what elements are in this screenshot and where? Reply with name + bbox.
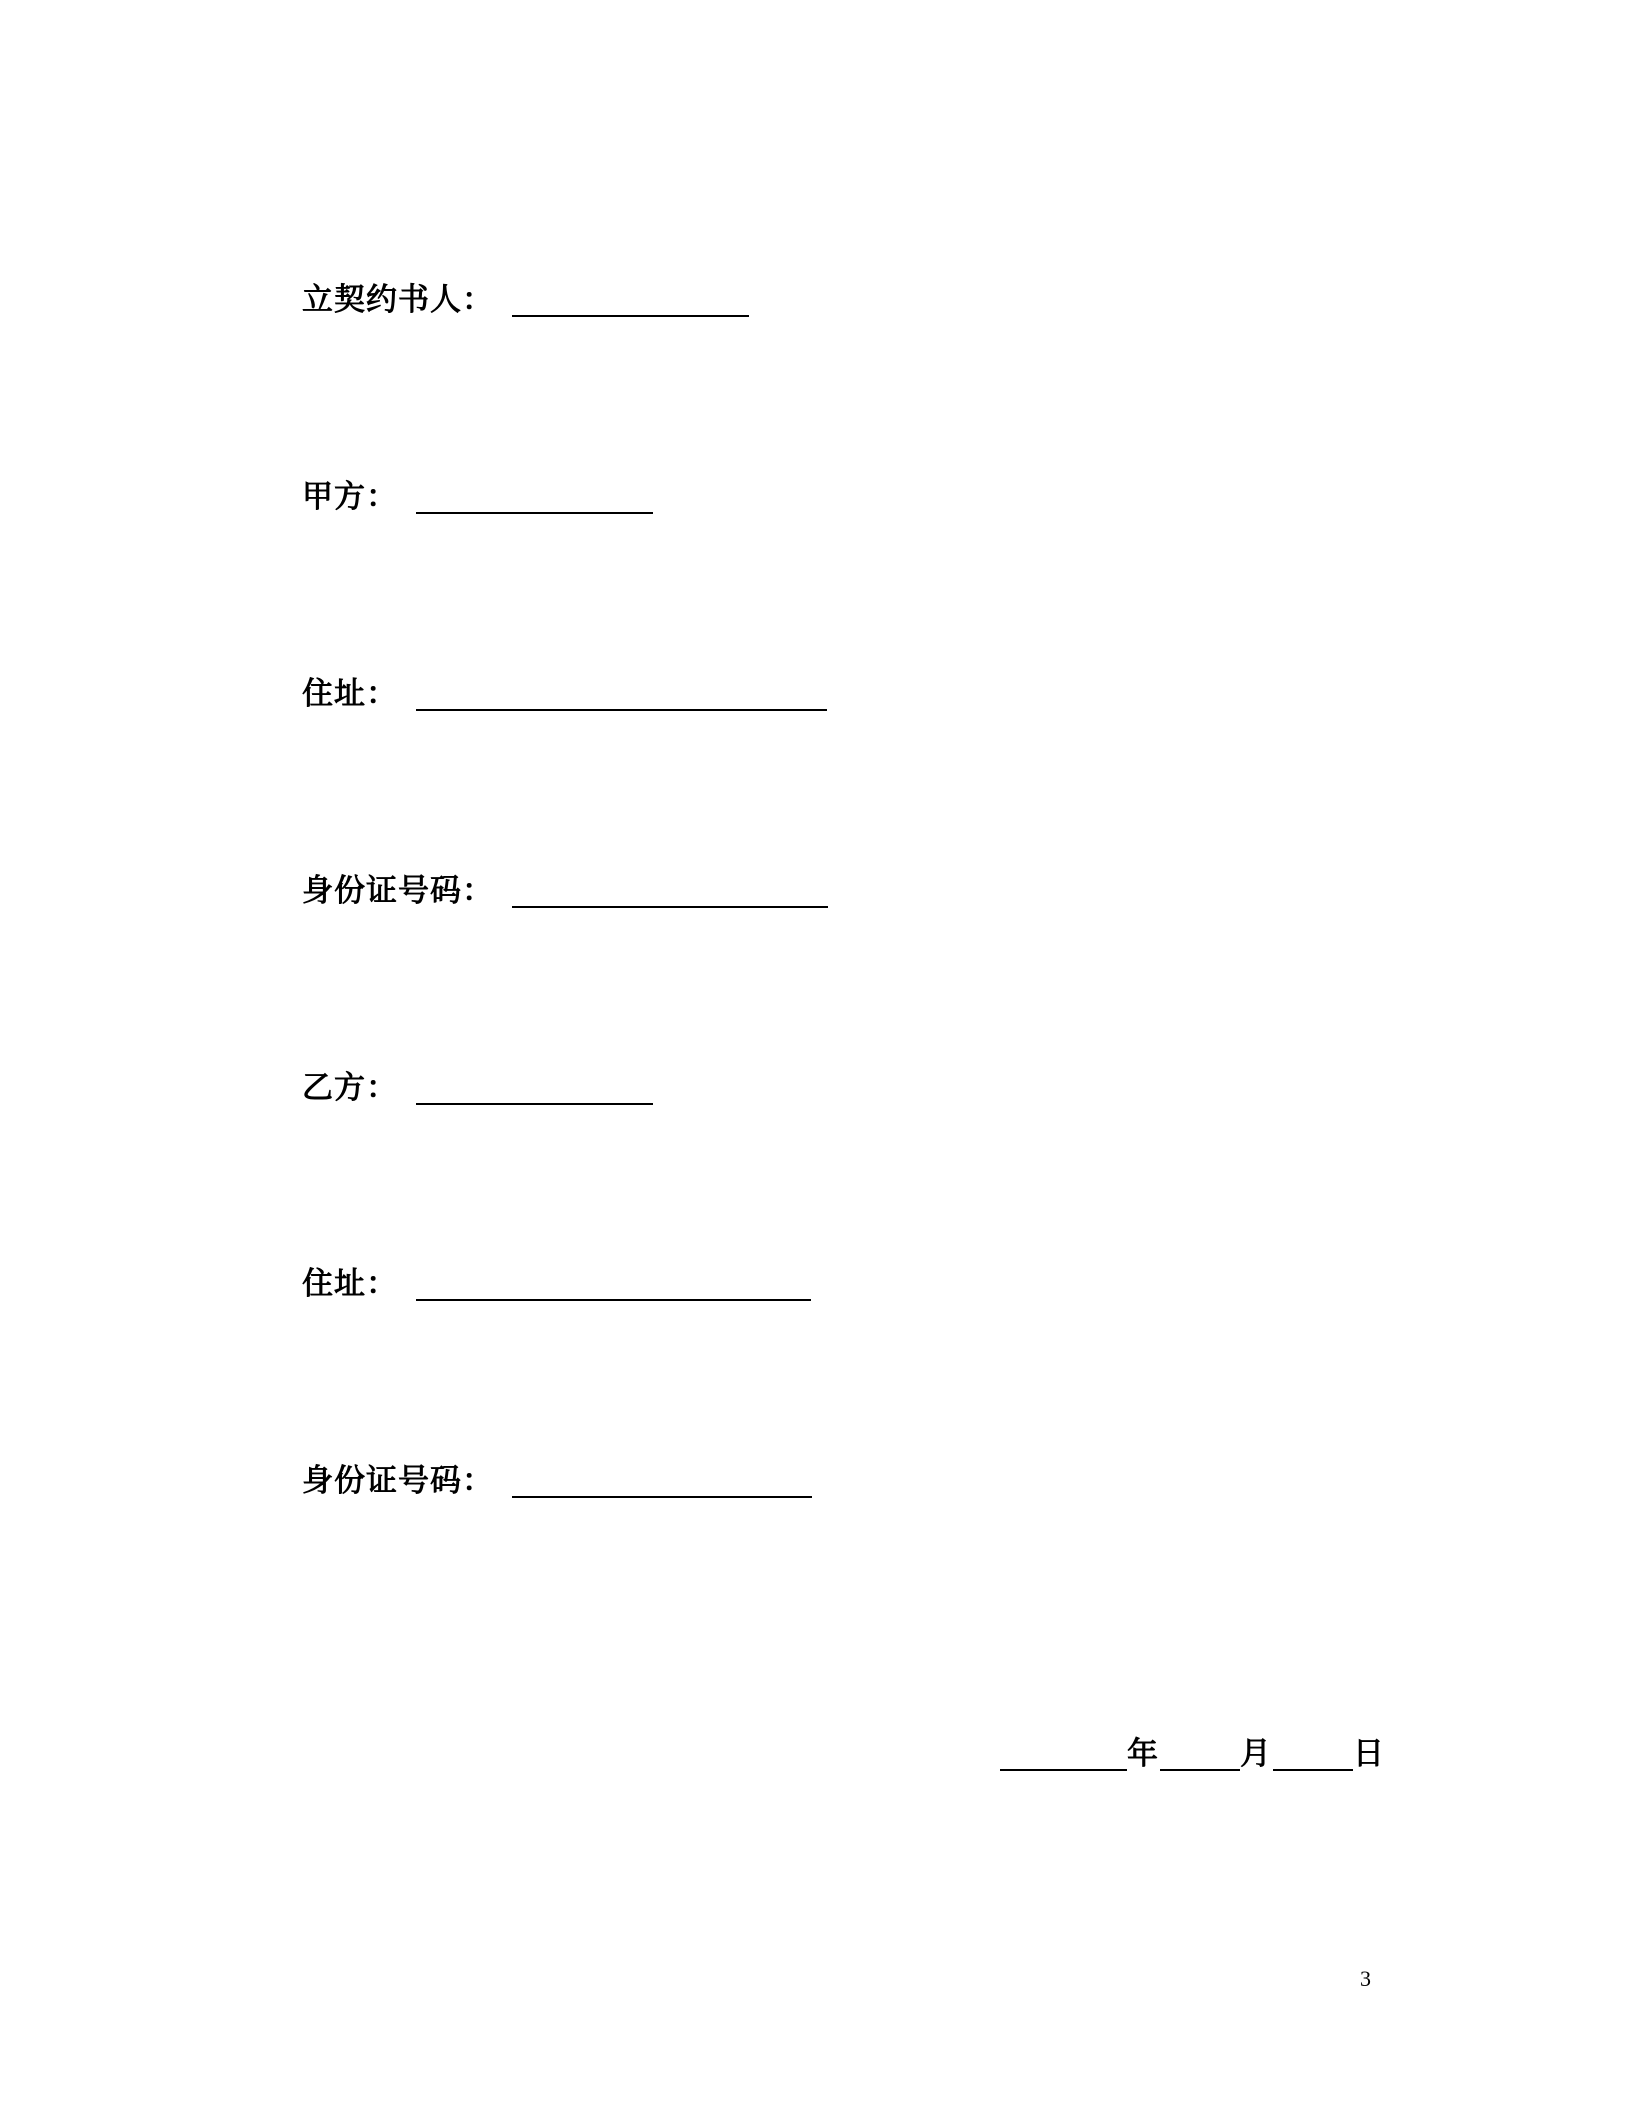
day-label: 日 (1353, 1736, 1384, 1772)
party-b-address-blank-line[interactable] (416, 1265, 811, 1301)
party-b-id-blank-line[interactable] (512, 1462, 812, 1498)
party-a-field (302, 469, 653, 517)
contractor-field (302, 272, 749, 320)
party-a-id-label: 身份证号码： (302, 873, 494, 909)
signing-date (1000, 1726, 1384, 1774)
party-a-address-field (302, 666, 827, 714)
contractor-label: 立契约书人： (302, 282, 494, 318)
party-a-blank-line[interactable] (416, 478, 653, 514)
party-a-address-label: 住址： (302, 676, 398, 712)
party-b-address-label: 住址： (302, 1266, 398, 1302)
contractor-blank-line[interactable] (512, 281, 749, 317)
party-a-id-blank-line[interactable] (512, 872, 828, 908)
party-a-id-field (302, 863, 828, 911)
party-a-address-blank-line[interactable] (416, 675, 827, 711)
month-label: 月 (1240, 1736, 1271, 1772)
party-b-label: 乙方： (302, 1070, 398, 1106)
party-b-id-label: 身份证号码： (302, 1463, 494, 1499)
day-blank-line[interactable] (1273, 1735, 1353, 1771)
year-label: 年 (1127, 1736, 1158, 1772)
party-b-blank-line[interactable] (416, 1069, 653, 1105)
month-blank-line[interactable] (1160, 1735, 1240, 1771)
party-a-label: 甲方： (302, 479, 398, 515)
party-b-id-field (302, 1453, 812, 1501)
party-b-field (302, 1060, 653, 1108)
year-blank-line[interactable] (1000, 1735, 1127, 1771)
party-b-address-field (302, 1256, 811, 1304)
page-number: 3 (1360, 1966, 1371, 1991)
